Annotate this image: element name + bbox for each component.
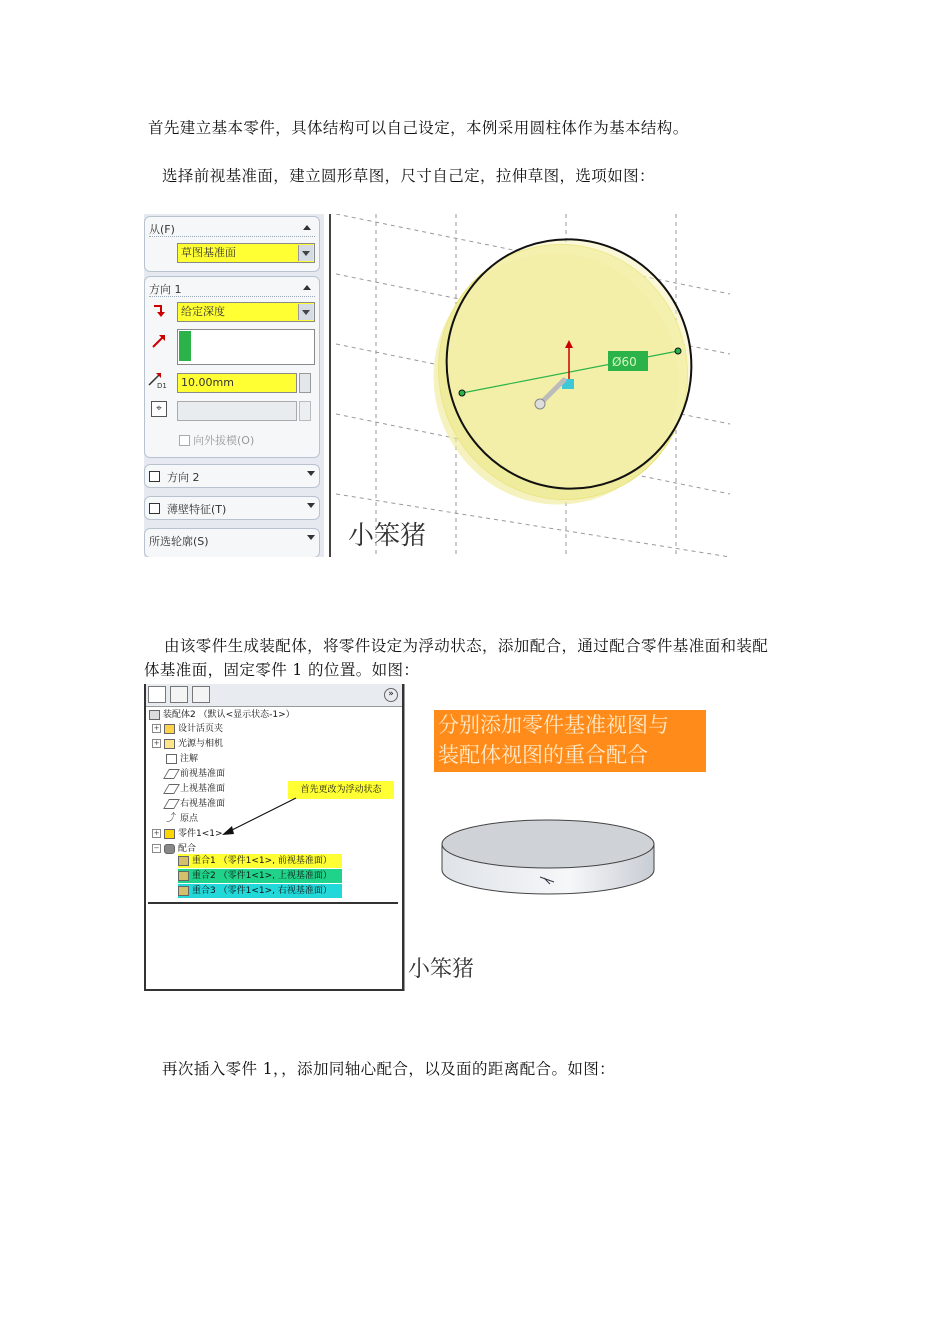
tree-item[interactable]: − 配合: [153, 844, 197, 854]
tree-item[interactable]: + 光源与相机: [153, 739, 224, 749]
tab-property-manager[interactable]: [170, 686, 188, 703]
depth-value: 10.00mm: [181, 376, 234, 389]
end-condition-value: 给定深度: [181, 305, 225, 318]
from-group: [144, 216, 320, 272]
draft-icon[interactable]: ⌖: [151, 401, 167, 417]
contours-group: [144, 528, 320, 557]
tree-root[interactable]: [149, 708, 295, 722]
tab-configuration[interactable]: [192, 686, 210, 703]
tree-item[interactable]: 上视基准面: [166, 782, 225, 796]
dropdown-arrow-icon[interactable]: [298, 304, 313, 320]
thin-feature-group: [144, 496, 320, 520]
expand-icon[interactable]: +: [153, 829, 160, 837]
expand-icon[interactable]: +: [153, 724, 160, 732]
depth-symbol: D1: [157, 382, 167, 389]
plane-icon: [163, 784, 180, 794]
drag-handle-knob: [535, 399, 545, 409]
draft-angle-input[interactable]: [177, 401, 297, 421]
draft-outward-label: 向外拔模(O): [193, 434, 255, 447]
graphics-viewport: [406, 684, 730, 991]
expand-icon[interactable]: +: [153, 739, 160, 747]
tab-feature-tree[interactable]: [148, 686, 166, 703]
part-icon: [164, 829, 175, 839]
collapse-icon[interactable]: [303, 285, 311, 290]
origin-icon: ⤴: [166, 812, 176, 824]
expand-panel-icon[interactable]: »: [384, 688, 398, 702]
direction2-label: 方向 2: [167, 471, 200, 484]
paragraph-sketch: 选择前视基准面，建立圆形草图，尺寸自己定，拉伸草图，选项如图：: [162, 167, 655, 185]
banner-line-2: 装配体视图的重合配合: [438, 743, 648, 767]
mate-row-2[interactable]: 重合2 （零件1<1>, 上视基准面）: [178, 869, 342, 883]
from-select[interactable]: [177, 243, 315, 263]
thin-feature-checkbox[interactable]: [149, 503, 160, 514]
tree-root-label: 装配体2 （默认<显示状态-1>）: [163, 710, 295, 720]
property-manager: [144, 214, 324, 557]
direction2-checkbox[interactable]: [149, 471, 160, 482]
lights-folder-icon: [164, 739, 175, 749]
watermark: 小笨猪: [408, 957, 475, 982]
paragraph-insert: 再次插入零件 1，，添加同轴心配合，以及面的距离配合。如图：: [162, 1060, 616, 1078]
part-disk: [436, 814, 656, 914]
banner: [434, 710, 706, 772]
from-value: 草图基准面: [181, 246, 236, 259]
expand-icon[interactable]: [307, 535, 315, 540]
banner-line-1: 分别添加零件基准视图与: [438, 713, 669, 737]
direction-vector-icon: [151, 333, 167, 349]
plane-icon: [163, 799, 180, 809]
mates-icon: [164, 844, 175, 854]
callout-arrow: [216, 794, 306, 839]
assembly-figure: [144, 684, 730, 991]
mate-icon: [178, 856, 189, 866]
diameter-endpoint: [675, 348, 681, 354]
end-condition-select[interactable]: [177, 302, 315, 322]
plane-icon: [163, 769, 180, 779]
tree-item[interactable]: 注解: [166, 752, 198, 766]
paragraph-assembly-2: 体基准面，固定零件 1 的位置。如图：: [144, 661, 420, 679]
direction1-group: [144, 276, 320, 458]
direction2-group: [144, 464, 320, 488]
mate-row-3[interactable]: 重合3 （零件1<1>, 右视基准面）: [178, 884, 342, 898]
reverse-direction-icon[interactable]: [151, 303, 167, 319]
tree-tabs: [146, 684, 402, 707]
paragraph-assembly-1: 由该零件生成装配体，将零件设定为浮动状态，添加配合，通过配合零件基准面和装配: [164, 637, 769, 655]
watermark: 小笨猪: [348, 521, 427, 551]
tree-item[interactable]: + 零件1<1>: [153, 829, 223, 839]
depth-input[interactable]: [177, 373, 297, 393]
panel-splitter[interactable]: [404, 684, 405, 991]
feature-manager-tree: [144, 684, 404, 991]
draft-spinner[interactable]: [299, 401, 311, 421]
paragraph-intro: 首先建立基本零件，具体结构可以自己设定，本例采用圆柱体作为基本结构。: [148, 119, 689, 137]
annotations-icon: [166, 754, 177, 764]
collapse-icon[interactable]: [303, 225, 311, 230]
diameter-endpoint: [459, 390, 465, 396]
mate-icon: [178, 886, 189, 896]
callout-text: 首先更改为浮动状态: [300, 785, 382, 795]
thin-feature-label: 薄壁特征(T): [167, 503, 227, 516]
expand-icon[interactable]: [307, 471, 315, 476]
tree-item[interactable]: + 设计活页夹: [153, 724, 224, 734]
tree-item[interactable]: ⤴ 原点: [166, 812, 199, 824]
dimension-label: Ø60: [612, 355, 637, 369]
depth-spinner[interactable]: [299, 373, 311, 393]
binder-icon: [164, 724, 175, 734]
tree-separator: [148, 902, 398, 904]
direction1-label: 方向 1: [149, 283, 182, 296]
collapse-icon[interactable]: −: [153, 844, 160, 852]
direction-vector-field[interactable]: [177, 329, 315, 365]
from-label: 从(F): [149, 223, 175, 236]
contours-label: 所选轮廓(S): [149, 535, 209, 548]
graphics-viewport: [336, 214, 730, 557]
expand-icon[interactable]: [307, 503, 315, 508]
extrude-figure: [144, 214, 730, 557]
dropdown-arrow-icon[interactable]: [298, 245, 313, 261]
tree-item[interactable]: 前视基准面: [166, 767, 225, 781]
draft-outward-checkbox[interactable]: [179, 435, 190, 446]
assembly-icon: [149, 710, 160, 720]
selection-indicator: [179, 331, 191, 361]
panel-splitter[interactable]: [324, 214, 336, 557]
depth-icon: [147, 371, 171, 389]
tree-item[interactable]: 右视基准面: [166, 797, 225, 811]
mate-icon: [178, 871, 189, 881]
mate-row-1[interactable]: 重合1 （零件1<1>, 前视基准面）: [178, 854, 342, 868]
